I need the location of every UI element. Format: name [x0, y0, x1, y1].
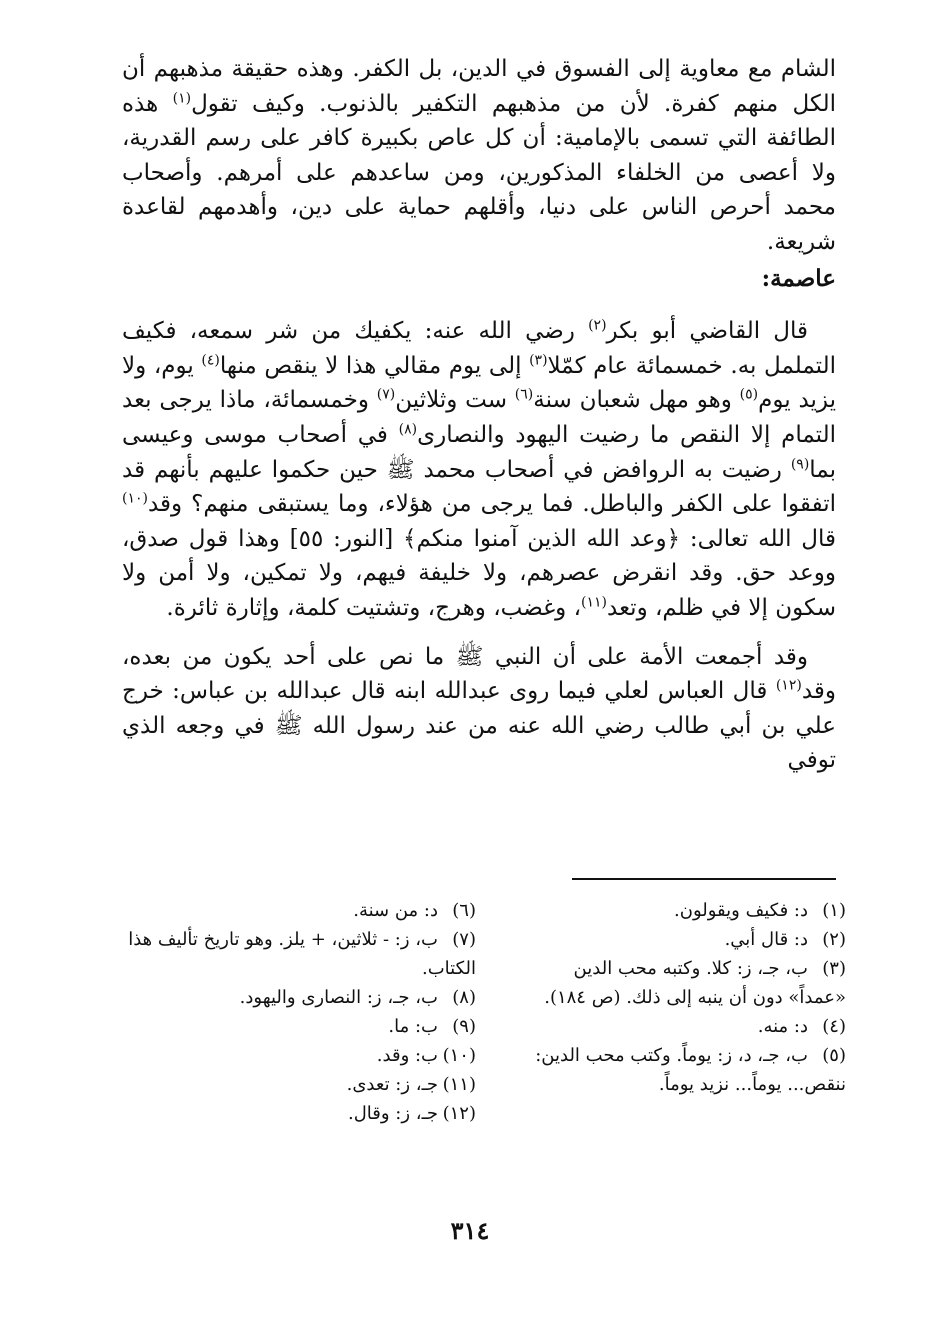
p3-seg-b: قال العباس لعلي فيما روى عبدالله ابنه قال عبدالله بن عباس: خرج علي بن أبي طالب رضي الله عنه من عند رسول الله ﷺ في وجعه الذي توفي	[122, 678, 836, 774]
p2-seg-e: وهو مهل شعبان سنة	[533, 387, 732, 414]
footnote-number: (٦)	[452, 900, 476, 921]
section-heading: عاصمة:	[761, 264, 836, 292]
p2-seg-h: في أصحاب موسى وعيسى بما	[122, 421, 836, 483]
p2-seg-j: قال الله تعالى: ﴿وعد الله الذين آمنوا منكم﴾ [النور: ٥٥] وهذا قول صدق، ووعد حق. وقد انقرض عصرهم، ولا خليفة فيهم، ولا تمكين، ولا أمن ولا سكون إلا في ظلم، وتعد	[122, 525, 836, 621]
footnote-text: جـ، ز: وقال.	[348, 1103, 438, 1124]
footnote-number: (٢)	[822, 929, 846, 950]
footnote-number: (٥)	[822, 1045, 846, 1066]
footnote-text: د: فكيف ويقولون.	[674, 900, 808, 921]
footnote-number: (١٢)	[442, 1103, 476, 1124]
footnote-text: ب، جـ، ز: كلا. وكتبه محب الدين «عمداً» دون أن ينبه إلى ذلك. (ص ١٨٤).	[544, 958, 846, 1008]
footnote-ref-11: (١١)	[581, 594, 607, 611]
footnote-number: (١٠)	[442, 1045, 476, 1066]
footnote-1	[514, 896, 846, 925]
footnote-ref-2: (٢)	[588, 317, 607, 334]
paragraph-1-text: الشام مع معاوية إلى الفسوق في الدين، بل الكفر. وهذه حقيقة مذهبهم أن الكل منهم كفرة. لأن من مذهبهم التكفير بالذنوب. وكيف تقول	[122, 56, 836, 117]
footnote-ref-7: (٧)	[376, 386, 396, 403]
paragraph-3	[122, 640, 836, 778]
p2-seg-g: وخمسمائة، ماذا يرجى بعد التمام إلا النقص ما رضيت اليهود والنصارى	[122, 387, 837, 448]
p2-seg-c: إلى يوم مقالي هذا لا ينقص منها	[219, 352, 522, 379]
footnote-text: د: قال أبي.	[724, 929, 808, 950]
footnote-text: د: من سنة.	[353, 900, 438, 921]
footnote-number: (٩)	[452, 1016, 476, 1037]
footnote-number: (٨)	[452, 987, 476, 1008]
footnote-text: د: منه.	[757, 1016, 808, 1037]
footnote-text: ب، جـ، د، ز: يوماً. وكتب محب الدين: ننقص... يوماً... نزيد يوماً.	[535, 1045, 846, 1095]
footnote-11	[122, 1070, 476, 1099]
footnote-number: (١١)	[442, 1074, 476, 1095]
footnote-text: ب، ز: - ثلاثين، + يلز. وهو تاريخ تأليف هذا الكتاب.	[128, 929, 476, 979]
footnote-number: (١)	[822, 900, 846, 921]
paragraph-2	[122, 314, 836, 625]
footnote-ref-8: (٨)	[398, 421, 418, 438]
footnote-2	[514, 925, 846, 954]
main-text	[122, 52, 836, 778]
paragraph-1	[122, 52, 836, 260]
footnote-ref-9: (٩)	[790, 455, 810, 472]
footnote-number: (٤)	[822, 1016, 846, 1037]
p3-seg-a: وقد أجمعت الأمة على أن النبي ﷺ ما نص على أحد يكون من بعده، وقد	[122, 643, 836, 705]
p2-seg-f: ست وثلاثين	[395, 387, 507, 414]
footnote-3	[514, 954, 846, 1012]
footnote-number: (٣)	[822, 958, 846, 979]
footnote-divider	[572, 878, 836, 880]
footnote-8	[122, 983, 476, 1012]
footnote-text: ب: ما.	[388, 1016, 438, 1037]
p2-seg-i: رضيت به الروافض في أصحاب محمد ﷺ حين حكموا عليهم بأنهم قد اتفقوا على الكفر والباطل. فما يرجى من هؤلاء، وما يستبقى منهم؟ وقد	[122, 456, 836, 518]
p2-seg-k: ، وغضب، وهرج، وتشتيت كلمة، وإثارة ثائرة.	[166, 594, 582, 621]
p2-seg-d: يوم، ولا يزيد يوم	[122, 352, 837, 414]
footnote-6	[122, 896, 476, 925]
footnote-ref-10: (١٠)	[122, 490, 148, 507]
footnote-9	[122, 1012, 476, 1041]
p2-seg-b: رضي الله عنه: يكفيك من شر سمعه، فكيف التململ به. خمسمائة عام كمّلا	[122, 318, 836, 379]
footnote-ref-6: (٦)	[514, 386, 534, 403]
paragraph-1-text-cont: هذه الطائفة التي تسمى بالإمامية: أن كل عاص بكبيرة كافر على رسم القدرية، ولا أعصى من الخلفاء المذكورين، ومن ساعدهم على أمرهم. وأصحاب محمد أحرص الناس على دنيا، وأقلهم حماية على دين، وأهدمهم لقاعدة شريعة.	[122, 90, 836, 255]
footnote-7	[122, 925, 476, 983]
footnote-text: ب، جـ، ز: النصارى واليهود.	[239, 987, 438, 1008]
footnote-4	[514, 1012, 846, 1041]
footnote-ref-4: (٤)	[201, 352, 220, 369]
footnotes-left-column	[122, 896, 476, 1128]
footnote-5	[514, 1041, 846, 1099]
footnote-ref-12: (١٢)	[775, 677, 802, 694]
p2-seg-a: قال القاضي أبو بكر	[606, 318, 808, 345]
footnote-ref-3: (٣)	[529, 352, 548, 369]
footnote-12	[122, 1099, 476, 1128]
footnotes-right-column	[514, 896, 846, 1099]
footnote-text: جـ، ز: تعدى.	[346, 1074, 438, 1095]
page-number: ٣١٤	[450, 1216, 490, 1245]
footnote-ref-5: (٥)	[739, 386, 759, 403]
footnote-text: ب: وقد.	[376, 1045, 438, 1066]
footnote-number: (٧)	[452, 929, 476, 950]
footnote-10	[122, 1041, 476, 1070]
footnote-ref-1: (١)	[172, 89, 192, 106]
